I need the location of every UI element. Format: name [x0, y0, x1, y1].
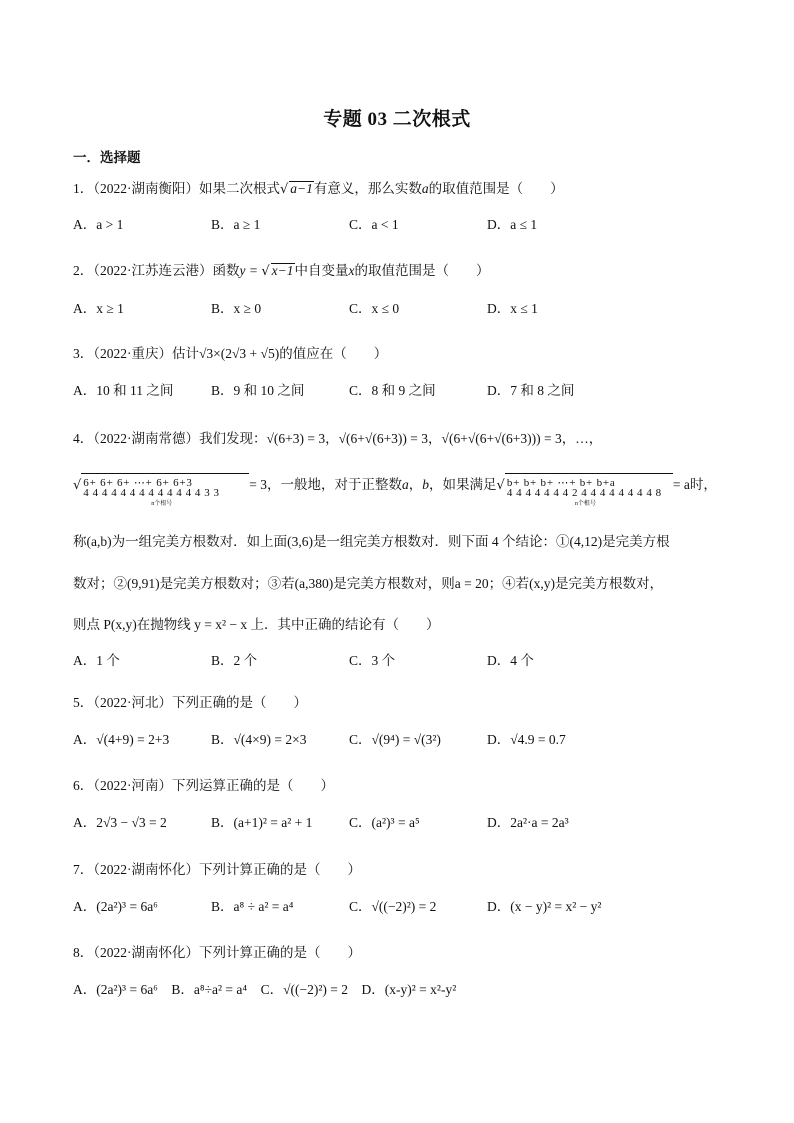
q3-stem-post: 的值应在（ ）	[279, 346, 388, 361]
q4-line1-post: ，…，	[561, 431, 603, 446]
q1-var: a	[421, 181, 429, 196]
option-b[interactable]: B．a ≥ 1	[211, 217, 261, 232]
question-1-options	[73, 216, 733, 234]
q3-stem-pre: 3．（2022·重庆）估计	[73, 346, 199, 361]
option-a[interactable]: A．√(4+9) = 2+3	[73, 732, 170, 747]
q4-line1-pre: 4．（2022·湖南常德）我们发现：	[73, 431, 267, 446]
question-4-line-2: √ 6+ 6+ 6+ ⋯+ 6+ 6+3 444444444444433 n个根号 = 3，一般地，对于正整数a，b，如果满足√ b+ b+ b+ ⋯+ b+ b+a 44444442444444448 n个根号 = a时，	[73, 470, 753, 500]
option-b[interactable]: B．(a+1)² = a² + 1	[211, 815, 313, 830]
q2-expr: y =	[239, 263, 262, 278]
q2-var: x	[348, 263, 355, 278]
question-7-stem: 7．（2022·湖南怀化）下列计算正确的是（ ）	[73, 862, 361, 877]
nested-right-result: = a时，	[672, 477, 717, 492]
sqrt-icon: √	[496, 478, 505, 493]
nested-right-bottom: 44444442444444448	[506, 486, 665, 499]
q1-stem-post: 的取值范围是（ ）	[428, 181, 564, 196]
question-6-stem: 6．（2022·河南）下列运算正确的是（ ）	[73, 778, 334, 793]
nested-right-top: b+ b+ b+ ⋯+ b+ b+a	[506, 476, 616, 489]
option-d[interactable]: D．x ≤ 1	[487, 301, 538, 316]
option-b[interactable]: B．a⁸ ÷ a² = a⁴	[211, 899, 294, 914]
section-heading: 一．选择题	[73, 150, 141, 165]
question-3-options	[73, 382, 733, 400]
question-2-stem	[73, 262, 490, 281]
sqrt-icon: √	[261, 264, 270, 279]
q4-line2-mid: ，一般地，对于正整数	[267, 477, 403, 492]
question-3-stem	[73, 345, 387, 363]
option-b[interactable]: B．√(4×9) = 2×3	[211, 732, 307, 747]
q2-stem-post: 的取值范围是（ ）	[354, 263, 490, 278]
question-4-options	[73, 652, 733, 670]
nested-left-label: n个根号	[151, 500, 173, 507]
sqrt-icon: √	[73, 478, 82, 493]
q3-expr: √3×(2√3 + √5)	[199, 346, 280, 361]
option-d[interactable]: D．7 和 8 之间	[487, 383, 575, 398]
option-a[interactable]: A．x ≥ 1	[73, 301, 124, 316]
option-d[interactable]: D．a ≤ 1	[487, 217, 538, 232]
option-c[interactable]: C．a < 1	[349, 217, 399, 232]
q4-expr1: √(6+3) = 3	[266, 431, 326, 446]
q1-stem-mid: 有意义，那么实数	[313, 181, 422, 196]
option-b[interactable]: B．2 个	[211, 653, 258, 668]
q4-expr2: √(6+√(6+3)) = 3	[338, 431, 429, 446]
question-2-options	[73, 300, 733, 318]
option-a[interactable]: A．2√3 − √3 = 2	[73, 815, 167, 830]
q4-var-b: b	[422, 477, 430, 492]
question-4-line-4: 数对；②(9,91)是完美方根数对；③若(a,380)是完美方根数对，则a = 20；④若(x,y)是完美方根数对，	[73, 576, 663, 591]
option-c[interactable]: C．(a²)³ = a⁵	[349, 815, 420, 830]
nested-left-result: = 3	[249, 477, 268, 492]
q2-stem-mid: 中自变量	[294, 263, 349, 278]
option-b[interactable]: B．x ≥ 0	[211, 301, 262, 316]
option-a[interactable]: A．10 和 11 之间	[73, 383, 174, 398]
q1-radicand	[289, 181, 314, 196]
option-b[interactable]: B．9 和 10 之间	[211, 383, 305, 398]
nested-radical-left	[81, 473, 249, 507]
option-d[interactable]: D．(x − y)² = x² − y²	[487, 899, 602, 914]
page-title: 专题 03 二次根式	[323, 109, 471, 130]
sqrt-icon: √	[280, 182, 289, 197]
question-4-line-1: 4．（2022·湖南常德）我们发现：√(6+3) = 3，√(6+√(6+3)) = 3，√(6+√(6+√(6+3))) = 3，…，	[73, 431, 603, 446]
q4-expr3: √(6+√(6+√(6+3))) = 3	[441, 431, 562, 446]
q2-radicand-text: x−1	[271, 263, 294, 278]
option-c[interactable]: C．x ≤ 0	[349, 301, 400, 316]
option-d[interactable]: D．√4.9 = 0.7	[487, 732, 566, 747]
question-7-options	[73, 898, 733, 916]
question-8-options[interactable]: A．(2a²)³ = 6a⁶ B．a⁸÷a² = a⁴ C．√((−2)²) = 2 D．(x-y)² = x²-y²	[73, 982, 457, 997]
question-4-line-3: 称(a,b)为一组完美方根数对．如上面(3,6)是一组完美方根数对．则下面 4 个结论：①(4,12)是完美方根	[73, 534, 670, 549]
q2-radicand	[271, 263, 295, 278]
question-5-stem: 5．（2022·河北）下列正确的是（ ）	[73, 695, 307, 710]
option-a[interactable]: A．a > 1	[73, 217, 124, 232]
nested-radical-right	[505, 473, 673, 507]
question-8-stem: 8．（2022·湖南怀化）下列计算正确的是（ ）	[73, 945, 361, 960]
option-c[interactable]: C．√(9⁴) = √(3²)	[349, 732, 441, 747]
option-c[interactable]: C．√((−2)²) = 2	[349, 899, 437, 914]
nested-left-top: 6+ 6+ 6+ ⋯+ 6+ 6+3	[83, 476, 193, 489]
option-d[interactable]: D．4 个	[487, 653, 534, 668]
option-c[interactable]: C．8 和 9 之间	[349, 383, 436, 398]
q4-line2-mid2: ，如果满足	[429, 477, 497, 492]
option-d[interactable]: D．2a²·a = 2a³	[487, 815, 569, 830]
question-1-stem	[73, 180, 564, 199]
question-5-options	[73, 731, 733, 749]
question-4-line-5: 则点 P(x,y)在抛物线 y = x² − x 上．其中正确的结论有（ ）	[73, 617, 440, 632]
q4-var-a: a	[402, 477, 409, 492]
question-6-options	[73, 814, 733, 832]
option-a[interactable]: A．1 个	[73, 653, 120, 668]
nested-left-bottom: 444444444444433	[83, 486, 223, 499]
q1-stem-pre: 1．（2022·湖南衡阳）如果二次根式	[73, 181, 280, 196]
q1-radicand-text: a−1	[290, 181, 313, 196]
nested-right-label: n个根号	[574, 500, 596, 507]
q2-stem-pre: 2．（2022·江苏连云港）函数	[73, 263, 240, 278]
option-a[interactable]: A．(2a²)³ = 6a⁶	[73, 899, 158, 914]
option-c[interactable]: C．3 个	[349, 653, 396, 668]
